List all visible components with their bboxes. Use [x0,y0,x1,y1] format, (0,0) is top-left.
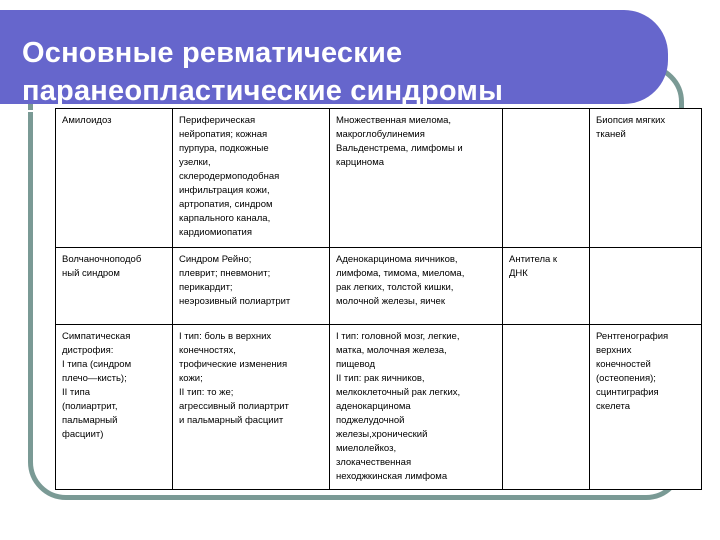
cell-markers: Антитела к ДНК [503,248,590,325]
cell-syndrome: Симпатическая дистрофия: I типа (синдром плечо—кисть); II типа (полиартрит, пальмарный фасциит) [56,325,173,490]
table-row [56,109,702,248]
syndromes-table [55,108,702,490]
syndromes-table-wrapper [55,108,701,490]
cell-markers [503,109,590,248]
table-row [56,325,702,490]
cell-syndrome: Амилоидоз [56,109,173,248]
slide-title-line-1: Основные ревматические [22,37,403,69]
cell-manifestations: I тип: боль в верхних конечностях, трофические изменения кожи; II тип: то же; агрессивный полиартрит и пальмарный фасциит [173,325,330,490]
cell-syndrome: Волчаночноподоб ный синдром [56,248,173,325]
cell-tumors: I тип: головной мозг, легкие, матка, молочная железа, пищевод II тип: рак яичников, мелкоклеточный рак легких, аденокарцинома поджелудочной железы,хронический миелолейкоз, злокачественная неходжкинская лимфома [330,325,503,490]
cell-markers [503,325,590,490]
cell-diagnostics [590,248,702,325]
cell-tumors: Аденокарцинома яичников, лимфома, тимома, миелома, рак легких, толстой кишки, молочной железы, яичек [330,248,503,325]
table-row [56,248,702,325]
cell-diagnostics: Биопсия мягких тканей [590,109,702,248]
title-bar [0,10,668,107]
cell-tumors: Множественная миелома, макроглобулинемия Вальденстрема, лимфомы и карцинома [330,109,503,248]
slide-title [22,34,642,110]
cell-manifestations: Периферическая нейропатия; кожная пурпура, подкожные узелки, склеродермоподобная инфильтрация кожи, артропатия, синдром карпального канала, кардиомиопатия [173,109,330,248]
cell-manifestations: Синдром Рейно; плеврит; пневмонит; перикардит; неэрозивный полиартрит [173,248,330,325]
slide-title-line-2: паранеопластические синдромы [22,75,504,107]
cell-diagnostics: Рентгенография верхних конечностей (остеопения); сцинтиграфия скелета [590,325,702,490]
